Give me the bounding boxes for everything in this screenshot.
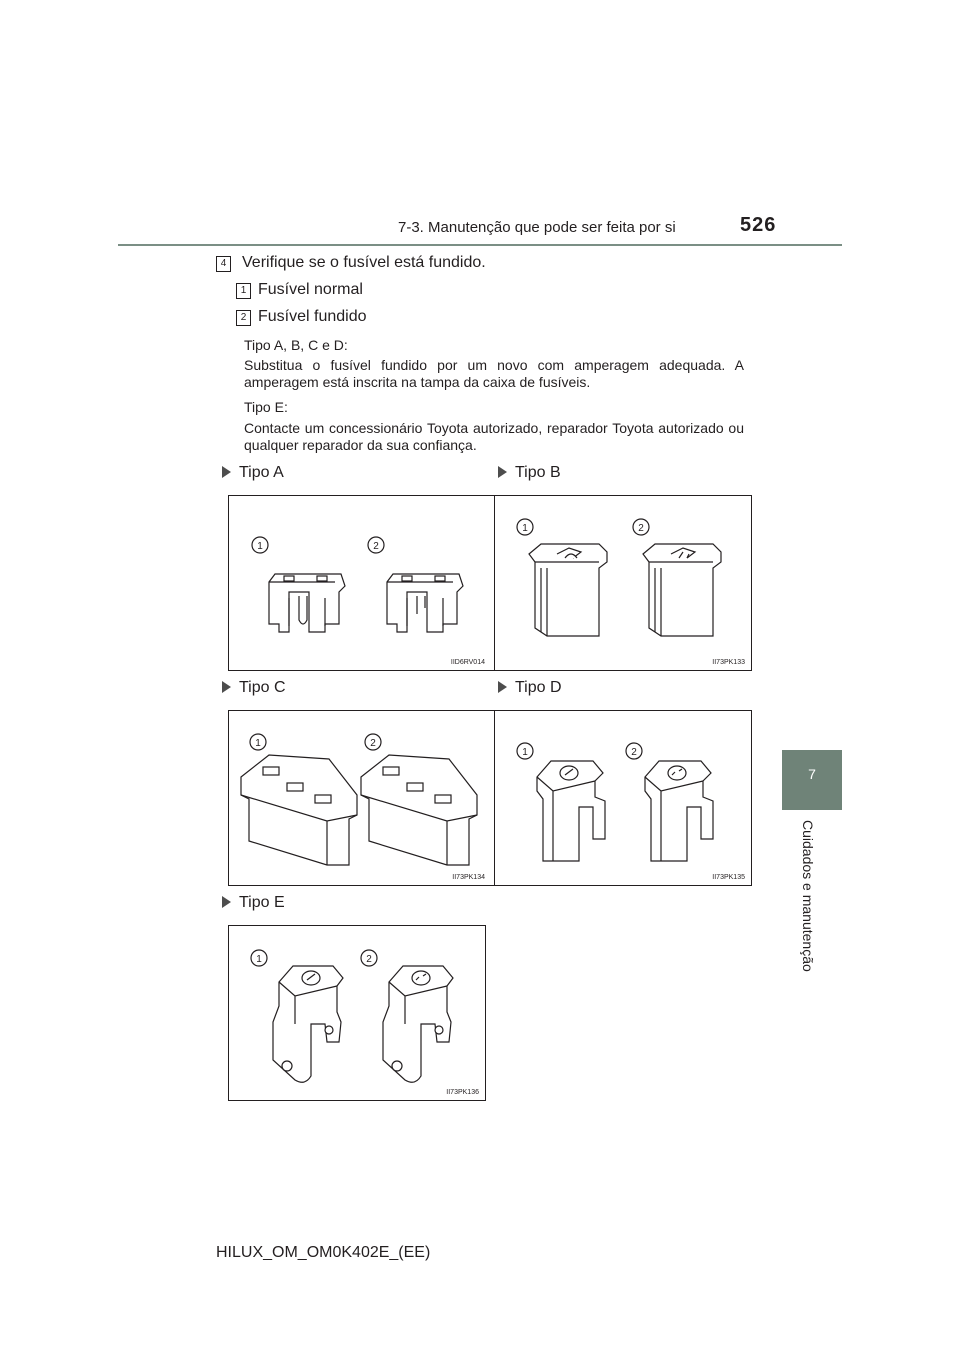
figure-label-e: Tipo E <box>222 894 285 912</box>
marker-2: 2 <box>631 747 637 758</box>
figure-panel-b <box>494 495 752 671</box>
page-number: 526 <box>740 214 777 236</box>
chapter-label: Cuidados e manutenção <box>800 820 816 972</box>
figure-code: II73PK133 <box>712 659 745 666</box>
fuse-illustration-d <box>495 711 751 885</box>
marker-2: 2 <box>366 954 372 965</box>
figure-code: II73PK134 <box>452 874 485 881</box>
figure-code: II73PK135 <box>712 874 745 881</box>
item-label-blown: Fusível fundido <box>258 308 367 325</box>
paragraph-heading-abcd: Tipo A, B, C e D: <box>244 337 348 353</box>
figure-code: II73PK136 <box>446 1089 479 1096</box>
marker-1: 1 <box>256 954 262 965</box>
fuse-illustration-c <box>229 711 495 885</box>
section-title: 7-3. Manutenção que pode ser feita por si <box>398 219 676 236</box>
triangle-right-icon <box>222 466 231 478</box>
figure-label-a: Tipo A <box>222 464 284 482</box>
triangle-right-icon <box>498 466 507 478</box>
manual-code: HILUX_OM_OM0K402E_(EE) <box>216 1244 431 1261</box>
figure-panel-e <box>228 925 486 1101</box>
item-label-normal: Fusível normal <box>258 281 363 298</box>
step-number-box: 4 <box>216 256 231 272</box>
marker-1: 1 <box>522 747 528 758</box>
marker-1: 1 <box>257 541 263 552</box>
figure-label-b: Tipo B <box>498 464 561 482</box>
figure-code: IID6RV014 <box>450 659 485 666</box>
figure-panel-c <box>228 710 496 886</box>
item-number-box: 1 <box>236 283 251 299</box>
paragraph-heading-e: Tipo E: <box>244 399 288 415</box>
figure-label-c: Tipo C <box>222 679 286 697</box>
marker-1: 1 <box>255 738 261 749</box>
fuse-illustration-a <box>229 496 495 670</box>
fuse-illustration-b <box>495 496 751 670</box>
triangle-right-icon <box>222 681 231 693</box>
marker-2: 2 <box>370 738 376 749</box>
paragraph-e: Contacte um concessionário Toyota autorizado, reparador Toyota autorizado ou qualquer reparador da sua confiança. <box>244 420 744 453</box>
figure-panel-a <box>228 495 496 671</box>
figure-panel-d <box>494 710 752 886</box>
chapter-number: 7 <box>808 766 816 782</box>
triangle-right-icon <box>222 896 231 908</box>
paragraph-abcd: Substitua o fusível fundido por um novo com amperagem adequada. A amperagem está inscrita na tampa da caixa de fusíveis. <box>244 357 744 390</box>
step-text: Verifique se o fusível está fundido. <box>242 254 486 271</box>
marker-2: 2 <box>373 541 379 552</box>
figure-label-d: Tipo D <box>498 679 562 697</box>
item-number-box: 2 <box>236 310 251 326</box>
marker-2: 2 <box>638 523 644 534</box>
triangle-right-icon <box>498 681 507 693</box>
header-rule <box>118 244 842 246</box>
marker-1: 1 <box>522 523 528 534</box>
fuse-illustration-e <box>229 926 485 1100</box>
